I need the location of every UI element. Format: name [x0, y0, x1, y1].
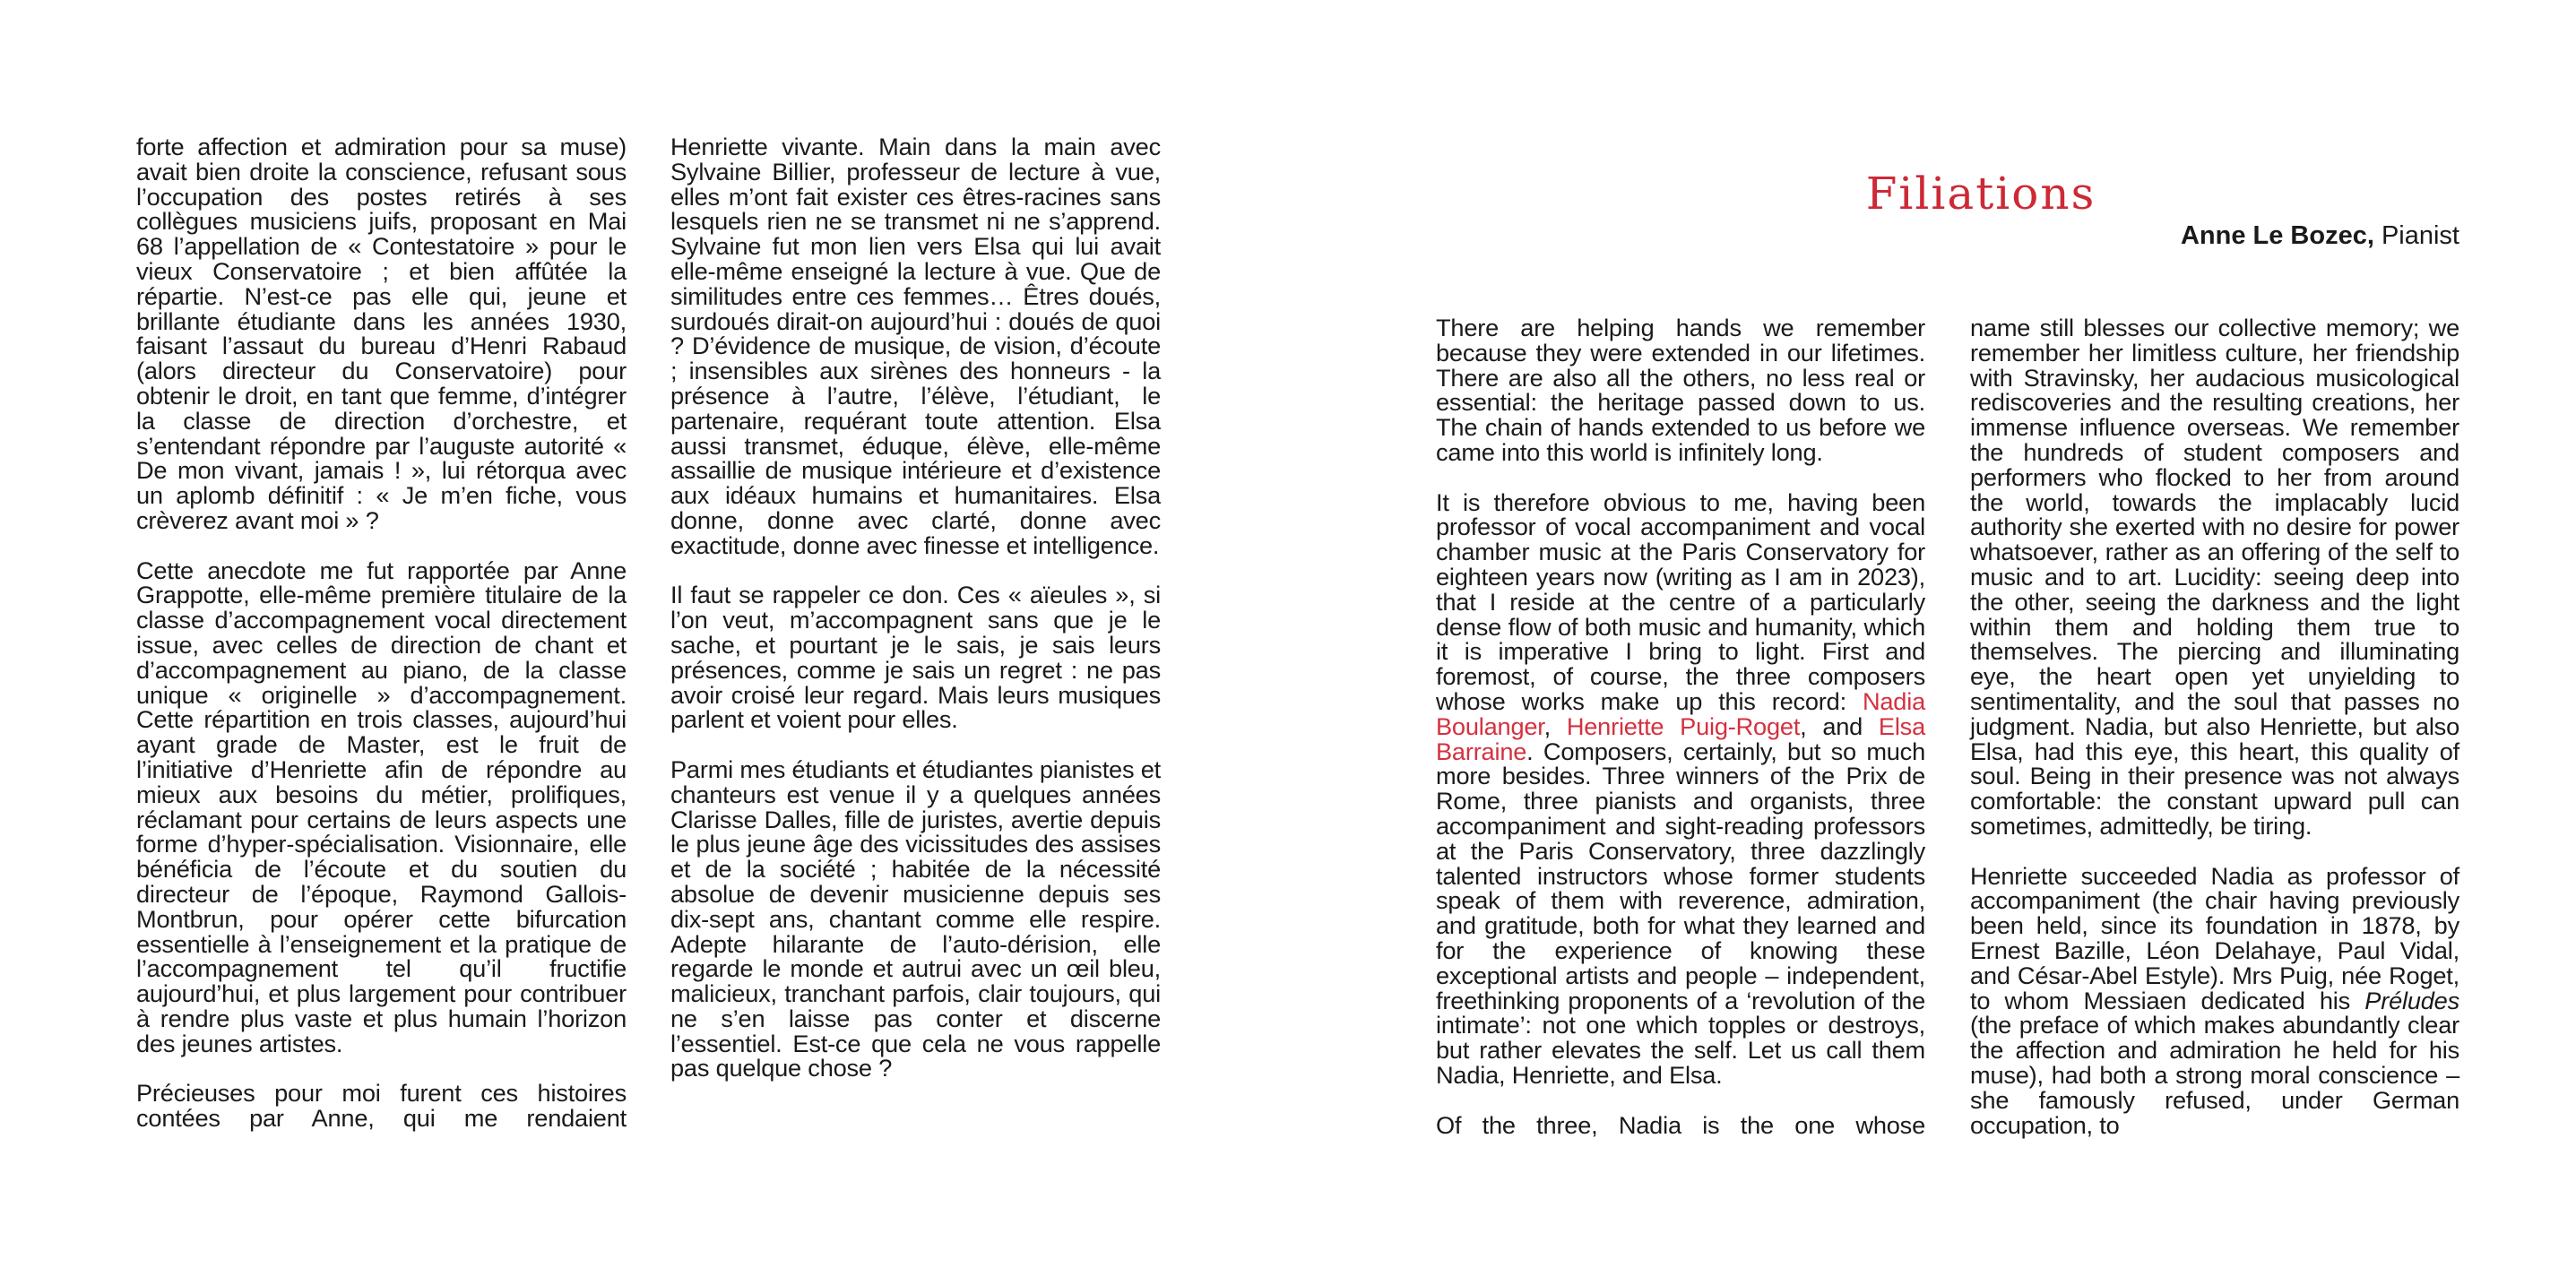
text-run: (the preface of which makes abundantly clear the affection and admiration he held for his muse), had both a strong moral conscience – she famously refused, under German occupation, to: [1970, 1011, 2459, 1139]
left-page-column-1: [136, 134, 627, 1131]
composer-name-link: Nadia Boulanger: [1436, 686, 1925, 740]
paragraph: [1436, 487, 1925, 1089]
author-role: Pianist: [2373, 221, 2459, 250]
author-byline: [2181, 220, 2459, 251]
text-run: . Composers, certainly, but so much more besides. Three winners of the Prix de Rome, three pianists and organists, three accompaniment and sight-reading professors at the Paris Conservatory, three dazzlingly talented instructors whose former students speak of them with reverence, admiration, and gratitude, both for what they learned and for the experience of knowing these exceptional artists and people – independent, freethinking proponents of a ‘revolution of the intimate’: not one which topples or destroys, but rather elevates the self. Let us call them Nadia, Henriette, and Elsa.: [1436, 737, 1925, 1089]
paragraph: Of the three, Nadia is the one whose: [1436, 1110, 1925, 1139]
paragraph: Henriette vivante. Main dans la main avec Sylvaine Billier, professeur de lecture à vue, elles m’ont fait exister ces êtres-racines sans lesquels rien ne se transmet ni ne s’apprend. Sylvaine fut mon lien vers Elsa qui lui avait elle-même enseigné la lecture à vue. Que de similitudes entre ces femmes… Êtres doués, surdoués dirait-on aujourd’hui : doués de quoi ? D’évidence de musique, de vision, d’écoute ; insensibles aux sirènes des honneurs - la présence à l’autre, l’élève, l’étudiant, le partenaire, requérant toute attention. Elsa aussi transmet, éduque, élève, elle-même assaillie de musique intérieure et d’existence aux idéaux humains et humanitaires. Elsa donne, donne avec clarté, donne avec exactitude, donne avec finesse et intelligence.: [670, 133, 1161, 559]
italic-title: Préludes: [2364, 986, 2459, 1014]
composer-name-link: Elsa Barraine: [1436, 711, 1925, 765]
paragraph: Il faut se rappeler ce don. Ces « aïeules », si l’on veut, m’accompagnent sans que je le sache, et pourtant je le sais, je sais leurs présences, comme je sais un regret : ne pas avoir croisé leur regard. Mais leurs musiques parlent et voient pour elles.: [670, 581, 1161, 734]
paragraph: [1970, 861, 2459, 1139]
text-run: It is therefore obvious to me, having been professor of vocal accompaniment and vocal chamber music at the Paris Conservatory for eighteen years now (writing as I am in 2023), that I reside at the centre of a particularly dense flow of both music and humanity, which it is imperative I bring to light. First and foremost, of course, the three composers whose works make up this record:: [1436, 487, 1925, 715]
paragraph: name still blesses our collective memory; we remember her limitless culture, her friendship with Stravinsky, her audacious musicological rediscoveries and the resulting creations, her immense influence overseas. We remember the hundreds of student composers and performers who flocked to her from around the world, towards the implacably lucid authority she exerted with no desire for power whatsoever, rather as an offering of the self to music and to art. Lucidity: seeing deep into the other, seeing the darkness and the light within them and holding them true to themselves. The piercing and illuminating eye, the heart open yet unyielding to sentimentality, and the soul that passes no judgment. Nadia, but also Henriette, but also Elsa, had this eye, this heart, this quality of soul. Being in their presence was not always comfortable: the constant upward pull can sometimes, admittedly, be tiring.: [1970, 314, 2459, 840]
paragraph: forte affection et admiration pour sa muse) avait bien droite la conscience, refusant sous l’occupation des postes retirés à ses collègues musiciens juifs, proposant en Mai 68 l’appellation de « Contestatoire » pour le vieux Conservatoire ; et bien affûtée la répartie. N’est-ce pas elle qui, jeune et brillante étudiante dans les années 1930, faisant l’assaut du bureau d’Henri Rabaud (alors directeur du Conservatoire) pour obtenir le droit, en tant que femme, d’intégrer la classe de direction d’orchestre, et s’entendant répondre par l’auguste autorité « De mon vivant, jamais ! », lui rétorqua avec un aplomb définitif : « Je m’en fiche, vous crèverez avant moi » ?: [136, 133, 627, 534]
right-page-column-1: [1436, 315, 1925, 1137]
author-name: Anne Le Bozec,: [2180, 221, 2374, 250]
paragraph: Parmi mes étudiants et étudiantes pianistes et chanteurs est venue il y a quelques années Clarisse Dalles, fille de juristes, avertie depuis le plus jeune âge des vicissitudes des assises et de la société ; habitée de la nécessité absolue de devenir musicienne depuis ses dix-sept ans, chantant comme elle respire. Adepte hilarante de l’auto-dérision, elle regarde le monde et autrui avec un œil bleu, malicieux, tranchant parfois, clair toujours, qui ne s’en laisse pas conter et discerne l’essentiel. Est-ce que cela ne vous rappelle pas quelque chose ?: [670, 755, 1161, 1082]
page-title: Filiations: [1865, 168, 2096, 220]
left-page-column-2: [670, 134, 1161, 1081]
text-run: ,: [1543, 711, 1567, 740]
right-page-column-2: [1970, 315, 2459, 1137]
text-run: , and: [1800, 711, 1879, 740]
composer-name-link: Henriette Puig-Roget: [1566, 711, 1801, 740]
paragraph: Précieuses pour moi furent ces histoires contées par Anne, qui me rendaient: [136, 1079, 627, 1133]
paragraph: Cette anecdote me fut rapportée par Anne Grappotte, elle-même première titulaire de la classe d’accompagnement vocal directement issue, avec celles de direction de chant et d’accompagnement au piano, de la classe unique « originelle » d’accompagnement. Cette répartition en trois classes, aujourd’hui ayant grade de Master, est le fruit de l’initiative d’Henriette afin de répondre au mieux aux besoins du métier, prolifiques, réclamant pour certains de leurs aspects une forme d’hyper-spécialisation. Visionnaire, elle bénéficia de l’écoute et du soutien du directeur de l’époque, Raymond Gallois-Montbrun, pour opérer cette bifurcation essentielle à l’enseignement et la pratique de l’accompagnement tel qu’il fructifie aujourd’hui, et plus largement pour contribuer à rendre plus vaste et plus humain l’horizon des jeunes artistes.: [136, 556, 627, 1057]
paragraph: There are helping hands we remember because they were extended in our lifetimes. There are also all the others, no less real or essential: the heritage passed down to us. The chain of hands extended to us before we came into this world is infinitely long.: [1436, 314, 1925, 466]
text-run: Henriette succeeded Nadia as professor of accompaniment (the chair having previously been held, since its foundation in 1878, by Ernest Bazille, Léon Delahaye, Paul Vidal, and César-Abel Estyle). Mrs Puig, née Roget, to whom Messiaen dedicated his: [1970, 861, 2459, 1014]
